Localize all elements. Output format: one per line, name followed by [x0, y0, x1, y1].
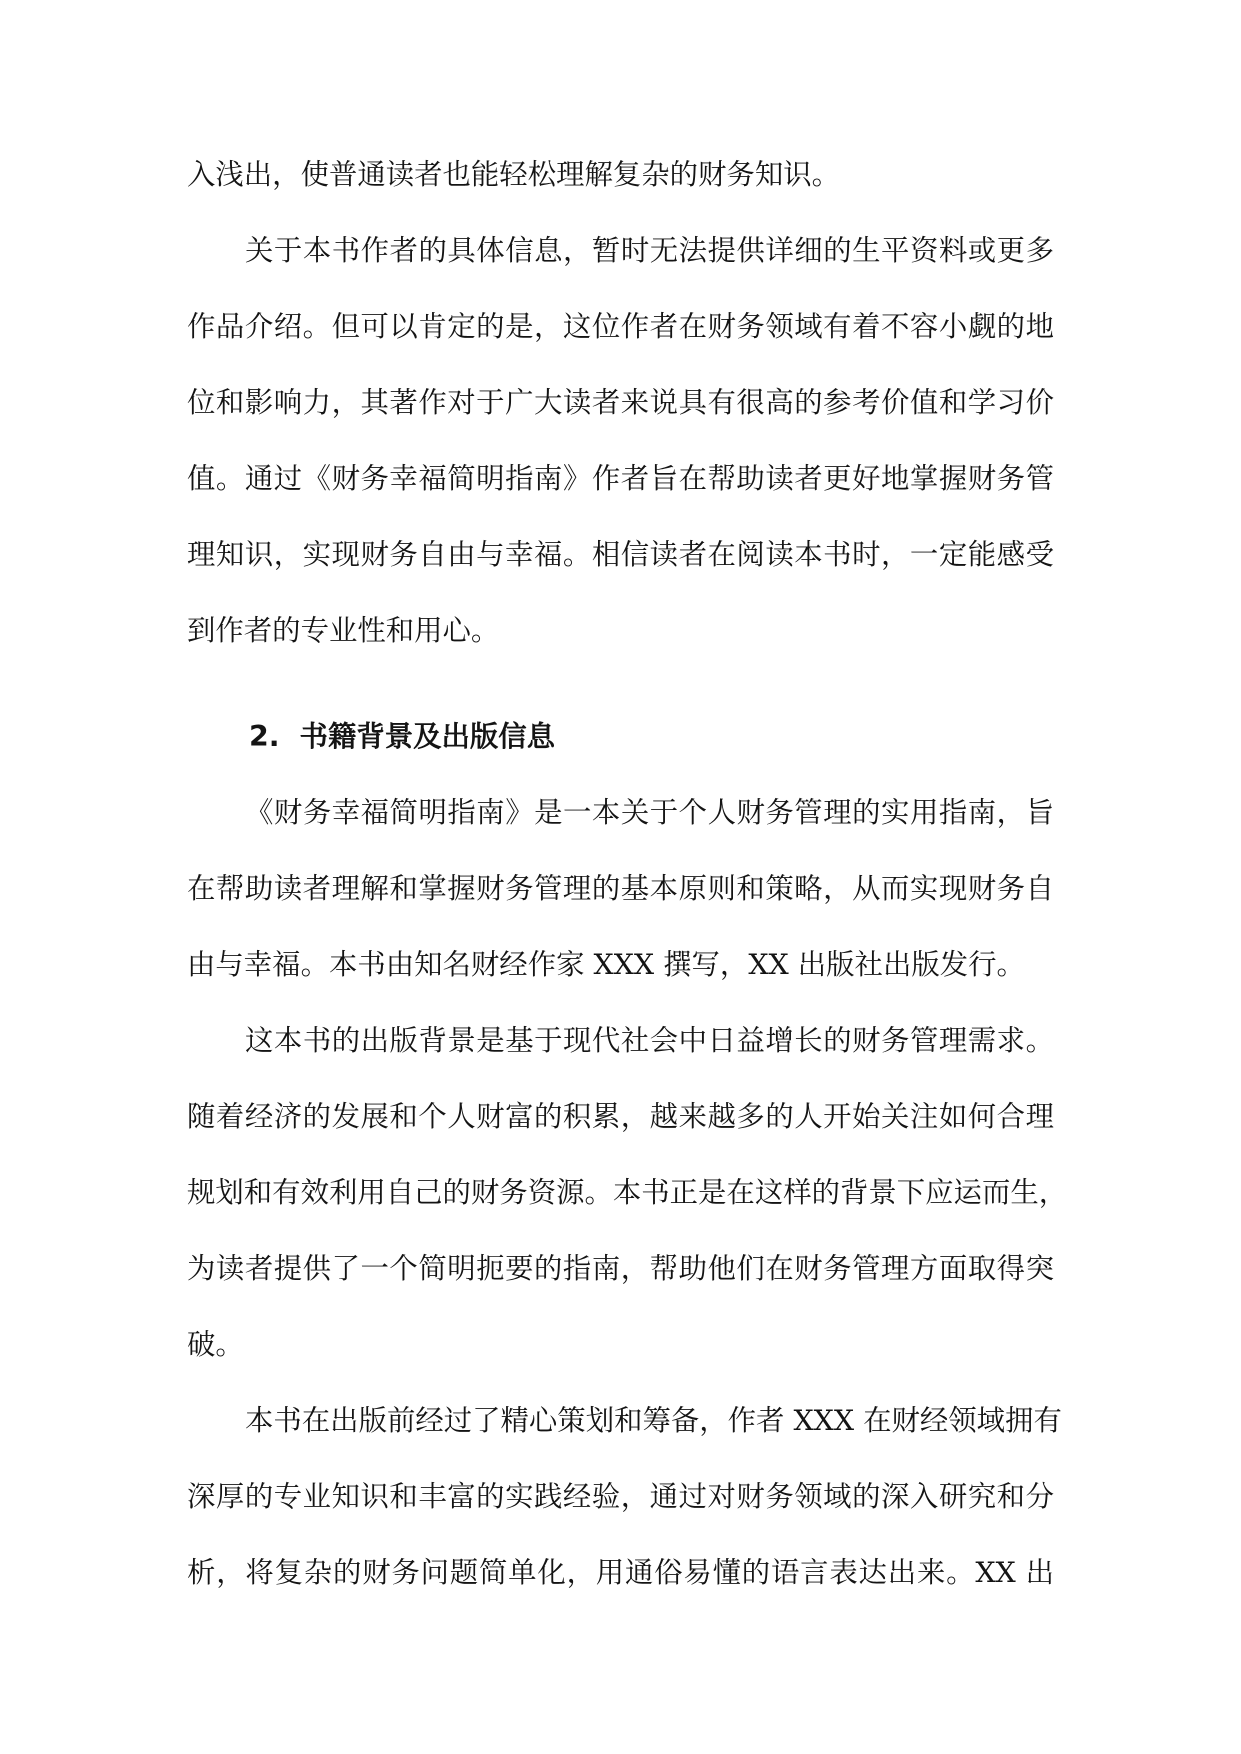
paragraph	[187, 1003, 1068, 1383]
paragraph	[187, 775, 1054, 1003]
section-heading	[187, 699, 1054, 775]
paragraph-line: 位和影响力，其著作对于广大读者来说具有很高的参考价值和学习价	[187, 386, 1054, 419]
paragraph-line: 为读者提供了一个简明扼要的指南，帮助他们在财务管理方面取得突	[187, 1252, 1054, 1285]
paragraph-line: 值。通过《财务幸福简明指南》作者旨在帮助读者更好地掌握财务管	[187, 462, 1054, 495]
paragraph-line: 理知识，实现财务自由与幸福。相信读者在阅读本书时，一定能感受	[187, 538, 1054, 571]
paragraph-line: 析，将复杂的财务问题简单化，用通俗易懂的语言表达出来。XX 出	[187, 1556, 1054, 1589]
paragraph	[187, 213, 1054, 669]
paragraph-line: 这本书的出版背景是基于现代社会中日益增长的财务管理需求。	[245, 1024, 1054, 1057]
paragraph-line: 《财务幸福简明指南》是一本关于个人财务管理的实用指南，旨	[245, 796, 1054, 829]
paragraph-line: 由与幸福。本书由知名财经作家 XXX 撰写，XX 出版社出版发行。	[187, 948, 1025, 981]
paragraph-line: 在帮助读者理解和掌握财务管理的基本原则和策略，从而实现财务自	[187, 872, 1054, 905]
paragraph-line: 规划和有效利用自己的财务资源。本书正是在这样的背景下应运而生，	[187, 1176, 1068, 1209]
paragraph-line: 随着经济的发展和个人财富的积累，越来越多的人开始关注如何合理	[187, 1100, 1054, 1133]
paragraph-line: 深厚的专业知识和丰富的实践经验，通过对财务领域的深入研究和分	[187, 1480, 1054, 1513]
paragraph-line: 破。	[187, 1328, 244, 1361]
section-title: 书籍背景及出版信息	[299, 720, 556, 753]
section-number: 2.	[249, 720, 280, 753]
paragraph-line: 关于本书作者的具体信息，暂时无法提供详细的生平资料或更多	[245, 234, 1054, 267]
paragraph	[187, 1383, 1062, 1611]
paragraph-line: 入浅出，使普通读者也能轻松理解复杂的财务知识。	[187, 158, 840, 191]
paragraph-line: 作品介绍。但可以肯定的是，这位作者在财务领域有着不容小觑的地	[187, 310, 1054, 343]
paragraph	[187, 137, 1054, 213]
paragraph-line: 到作者的专业性和用心。	[187, 614, 500, 647]
paragraph-line: 本书在出版前经过了精心策划和筹备，作者 XXX 在财经领域拥有	[245, 1404, 1062, 1437]
